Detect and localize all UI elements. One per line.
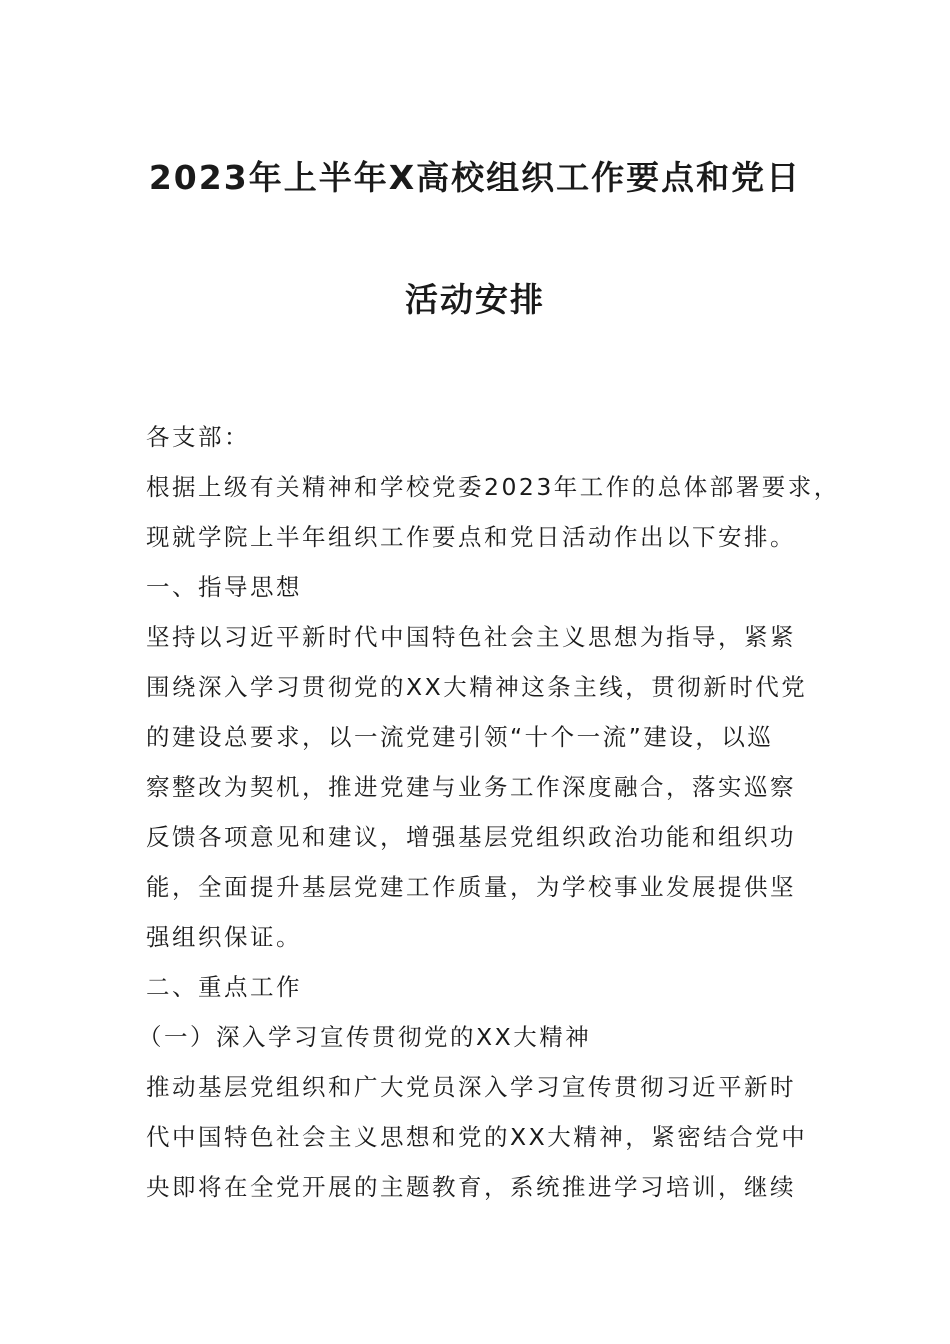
body-line: 反馈各项意见和建议，增强基层党组织政治功能和组织功 bbox=[146, 823, 796, 851]
document-title-line-1: 2023年上半年X高校组织工作要点和党日 bbox=[148, 158, 802, 197]
body-line: 代中国特色社会主义思想和党的XX大精神，紧密结合党中 bbox=[146, 1123, 808, 1151]
body-line: 央即将在全党开展的主题教育，系统推进学习培训，继续 bbox=[146, 1173, 796, 1201]
body-line: 强组织保证。 bbox=[146, 923, 302, 951]
body-line: 现就学院上半年组织工作要点和党日活动作出以下安排。 bbox=[146, 523, 796, 551]
document-body bbox=[138, 412, 840, 1212]
body-line: 坚持以习近平新时代中国特色社会主义思想为指导，紧紧 bbox=[146, 623, 796, 651]
body-line: 根据上级有关精神和学校党委2023年工作的总体部署要求， bbox=[146, 473, 840, 501]
body-line: 能，全面提升基层党建工作质量，为学校事业发展提供坚 bbox=[146, 873, 796, 901]
body-line: 察整改为契机，推进党建与业务工作深度融合，落实巡察 bbox=[146, 773, 796, 801]
body-line: 围绕深入学习贯彻党的XX大精神这条主线，贯彻新时代党 bbox=[146, 673, 808, 701]
salutation: 各支部： bbox=[146, 423, 250, 451]
body-line: 的建设总要求，以一流党建引领“十个一流”建设，以巡 bbox=[146, 723, 774, 751]
section-heading-key-work: 二、重点工作 bbox=[146, 973, 302, 1001]
subsection-heading: （一）深入学习宣传贯彻党的XX大精神 bbox=[138, 1023, 592, 1051]
body-line: 推动基层党组织和广大党员深入学习宣传贯彻习近平新时 bbox=[146, 1073, 796, 1101]
section-heading-guiding-ideology: 一、指导思想 bbox=[146, 573, 302, 601]
document-title-line-2: 活动安排 bbox=[405, 280, 545, 319]
